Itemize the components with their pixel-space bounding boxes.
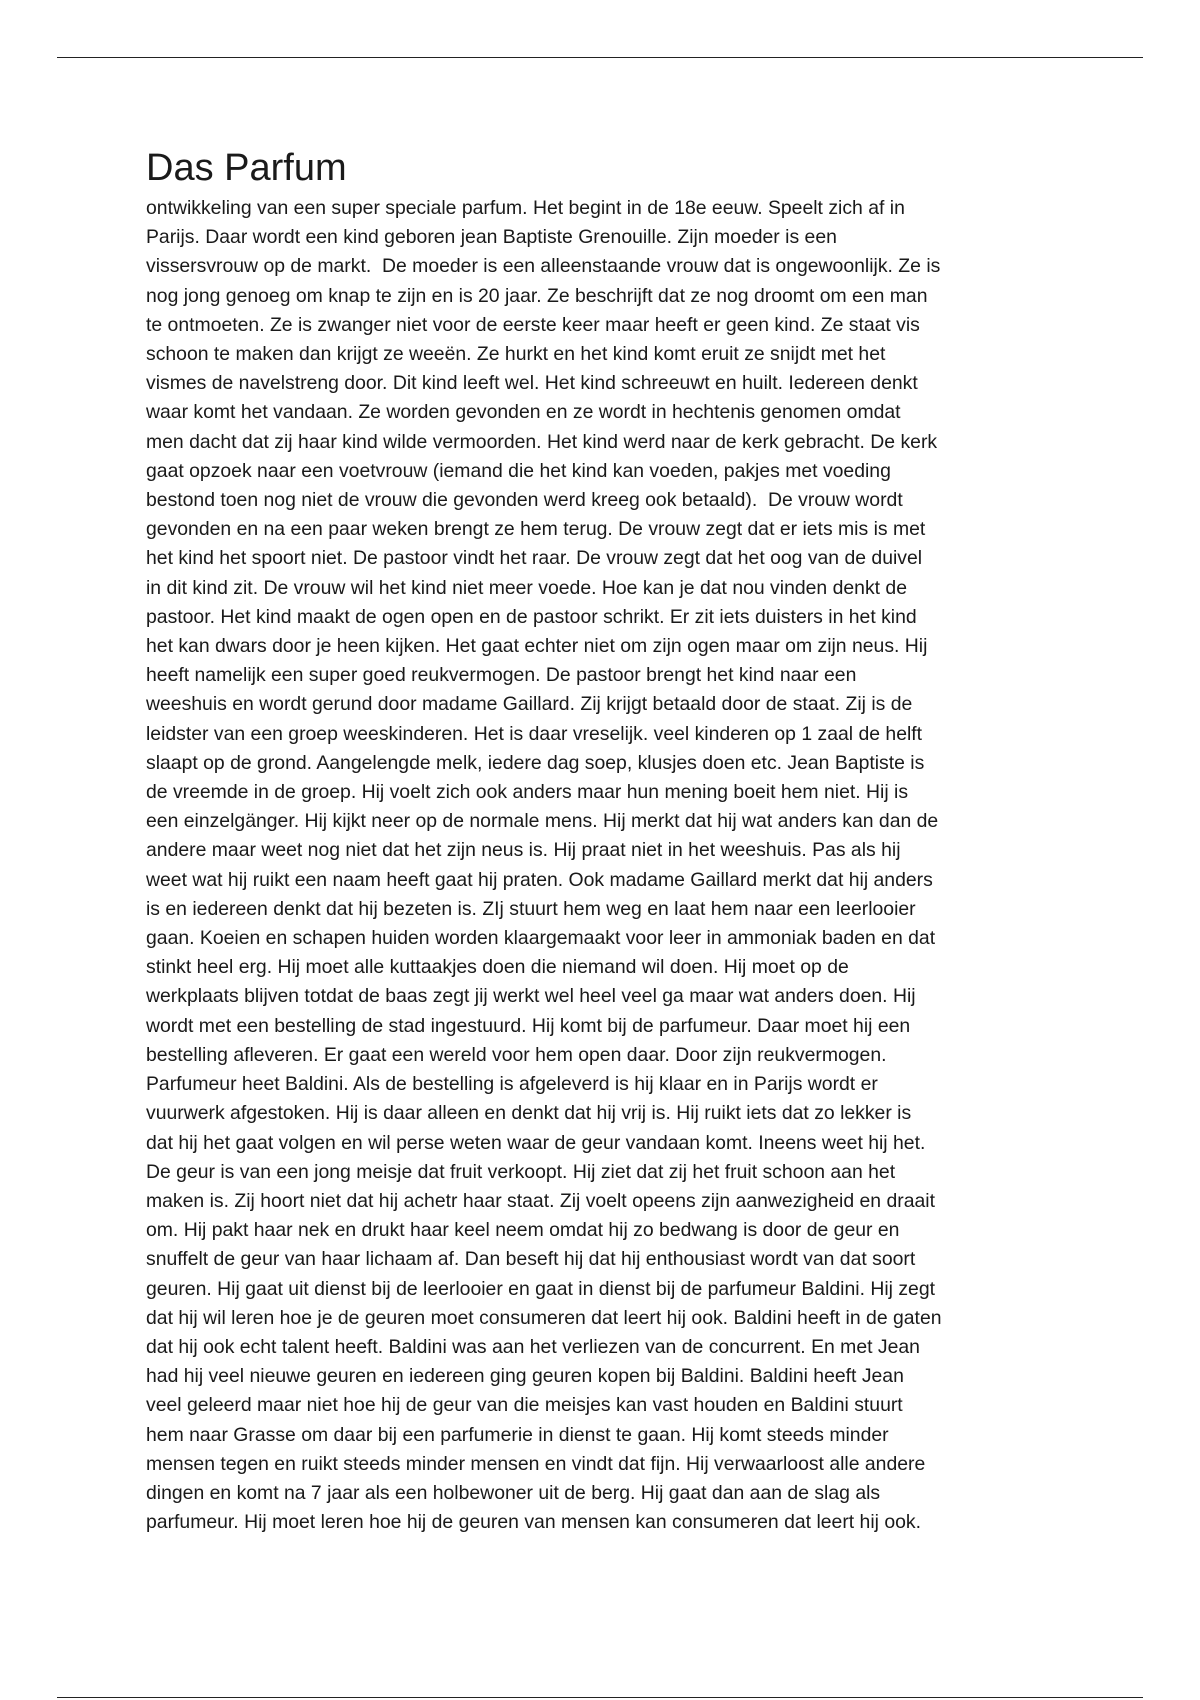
text-line: het kind het spoort niet. De pastoor vindt het raar. De vrouw zegt dat het oog van de duivel [146,547,923,570]
text-line: had hij veel nieuwe geuren en iedereen ging geuren kopen bij Baldini. Baldini heeft Jean [146,1365,904,1388]
text-line: werkplaats blijven totdat de baas zegt jij werkt wel heel veel ga maar wat anders doen. Hij [146,985,916,1008]
text-line: wordt met een bestelling de stad ingestuurd. Hij komt bij de parfumeur. Daar moet hij een [146,1014,911,1037]
document-content [146,142,1066,1537]
text-line: De geur is van een jong meisje dat fruit verkoopt. Hij ziet dat zij het fruit schoon aan het [146,1160,896,1183]
text-line: ontwikkeling van een super speciale parfum. Het begint in de 18e eeuw. Speelt zich af in [146,197,905,219]
text-line: het kan dwars door je heen kijken. Het gaat echter niet om zijn ogen maar om zijn neus. Hij [146,635,928,658]
text-line: waar komt het vandaan. Ze worden gevonden en ze wordt in hechtenis genomen omdat [146,401,901,424]
text-line: schoon te maken dan krijgt ze weeën. Ze hurkt en het kind komt eruit ze snijdt met het [146,343,886,366]
text-line: stinkt heel erg. Hij moet alle kuttaakjes doen die niemand wil doen. Hij moet op de [146,956,849,979]
text-line: om. Hij pakt haar nek en drukt haar keel neem omdat hij zo bedwang is door de geur en [146,1219,900,1242]
text-line: bestond toen nog niet de vrouw die gevonden werd kreeg ook betaald). De vrouw wordt [146,489,903,512]
text-line: dat hij wil leren hoe je de geuren moet consumeren dat leert hij ook. Baldini heeft in de gaten [146,1306,942,1329]
text-line: dat hij ook echt talent heeft. Baldini was aan het verliezen van de concurrent. En met Jean [146,1335,920,1358]
text-line: bestelling afleveren. Er gaat een wereld voor hem open daar. Door zijn reukvermogen. [146,1043,887,1066]
text-line: dat hij het gaat volgen en wil perse weten waar de geur vandaan komt. Ineens weet hij het. [146,1131,926,1154]
text-line: Parfumeur heet Baldini. Als de bestelling is afgeleverd is hij klaar en in Parijs wordt er [146,1073,878,1096]
text-line: weeshuis en wordt gerund door madame Gaillard. Zij krijgt betaald door de staat. Zij is de [146,693,913,716]
text-line: pastoor. Het kind maakt de ogen open en de pastoor schrikt. Er zit iets duisters in het kind [146,605,917,628]
body-paragraph [146,194,1066,1537]
text-line: nog jong genoeg om knap te zijn en is 20 jaar. Ze beschrijft dat ze nog droomt om een man [146,284,928,307]
text-line: gaat opzoek naar een voetvrouw (iemand die het kind kan voeden, pakjes met voeding [146,459,891,482]
text-line: maken is. Zij hoort niet dat hij achetr haar staat. Zij voelt opeens zijn aanwezigheid en draait [146,1189,935,1212]
text-line: heeft namelijk een super goed reukvermogen. De pastoor brengt het kind naar een [146,664,857,687]
text-line: gevonden en na een paar weken brengt ze hem terug. De vrouw zegt dat er iets mis is met [146,518,926,541]
text-line: de vreemde in de groep. Hij voelt zich ook anders maar hun mening boeit hem niet. Hij is [146,781,909,804]
text-line: een einzelgänger. Hij kijkt neer op de normale mens. Hij merkt dat hij wat anders kan dan de [146,810,939,833]
text-line: vissersvrouw op de markt. De moeder is een alleenstaande vrouw dat is ongewoonlijk. Ze is [146,255,941,278]
text-line: andere maar weet nog niet dat het zijn neus is. Hij praat niet in het weeshuis. Pas als hij [146,839,901,862]
text-line: te ontmoeten. Ze is zwanger niet voor de eerste keer maar heeft er geen kind. Ze staat vis [146,313,920,336]
text-line: vuurwerk afgestoken. Hij is daar alleen en denkt dat hij vrij is. Hij ruikt iets dat zo lekker is [146,1102,912,1125]
text-line: geuren. Hij gaat uit dienst bij de leerlooier en gaat in dienst bij de parfumeur Baldini. Hij zegt [146,1277,936,1300]
text-line: vismes de navelstreng door. Dit kind leeft wel. Het kind schreeuwt en huilt. Iedereen denkt [146,372,918,395]
header-rule [57,57,1143,58]
footer-rule [57,1697,1143,1698]
text-line: weet wat hij ruikt een naam heeft gaat hij praten. Ook madame Gaillard merkt dat hij anders [146,868,933,891]
text-line: veel geleerd maar niet hoe hij de geur van die meisjes kan vast houden en Baldini stuurt [146,1394,903,1417]
text-line: slaapt op de grond. Aangelengde melk, iedere dag soep, klusjes doen etc. Jean Baptiste is [146,751,925,774]
text-line: gaan. Koeien en schapen huiden worden klaargemaakt voor leer in ammoniak baden en dat [146,927,936,950]
text-line: is en iedereen denkt dat hij bezeten is. ZIj stuurt hem weg en laat hem naar een leerlooier [146,897,916,920]
text-line: mensen tegen en ruikt steeds minder mensen en vindt dat fijn. Hij verwaarloost alle andere [146,1452,926,1475]
document-title: Das Parfum [146,147,347,189]
text-line: leidster van een groep weeskinderen. Het is daar vreselijk. veel kinderen op 1 zaal de helft [146,722,923,745]
text-line: hem naar Grasse om daar bij een parfumerie in dienst te gaan. Hij komt steeds minder [146,1423,889,1446]
text-line: dingen en komt na 7 jaar als een holbewoner uit de berg. Hij gaat dan aan de slag als [146,1481,881,1504]
text-line: men dacht dat zij haar kind wilde vermoorden. Het kind werd naar de kerk gebracht. De kerk [146,430,938,453]
text-line: parfumeur. Hij moet leren hoe hij de geuren van mensen kan consumeren dat leert hij ook. [146,1511,921,1534]
text-line: snuffelt de geur van haar lichaam af. Dan beseft hij dat hij enthousiast wordt van dat soort [146,1248,916,1271]
text-line: in dit kind zit. De vrouw wil het kind niet meer voede. Hoe kan je dat nou vinden denkt de [146,576,907,599]
text-line: Parijs. Daar wordt een kind geboren jean Baptiste Grenouille. Zijn moeder is een [146,226,837,249]
